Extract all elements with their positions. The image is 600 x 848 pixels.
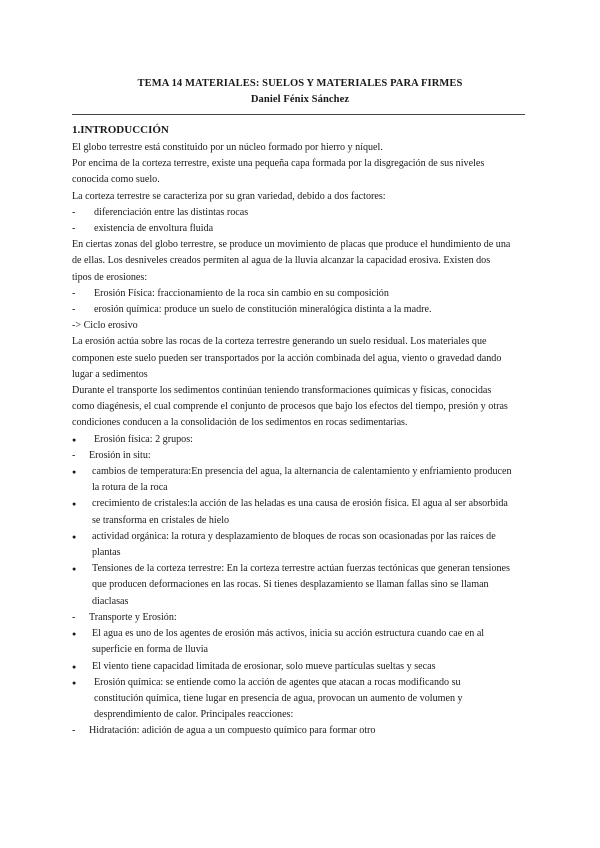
list-item: - Erosión in situ: <box>72 448 512 464</box>
list-item: - diferenciación entre las distintas rocas <box>72 205 512 221</box>
list-item: - erosión química: produce un suelo de constitución mineralógica distinta a la madre. <box>72 302 512 318</box>
list-item: ● cambios de temperatura:En presencia del agua, la alternancia de calentamiento y enfriamiento producen la rotura de la roca <box>72 464 512 496</box>
list-item: ● Tensiones de la corteza terrestre: En la corteza terrestre actúan fuerzas tectónicas que generan tensiones que producen deformaciones en las rocas. Si tienes desplazamiento se llaman fallas sino se llaman diaclasas <box>72 561 512 610</box>
list-item: - Hidratación: adición de agua a un compuesto químico para formar otro <box>72 723 512 739</box>
list-item: ● Erosión química: se entiende como la acción de agentes que atacan a rocas modificando su constitución química, tiene lugar en presencia de agua, provocan un aumento de volumen y desprendimiento de calor. Principales reacciones: <box>72 675 512 724</box>
list-item: ● actividad orgánica: la rotura y desplazamiento de bloques de rocas son ocasionadas por las raíces de plantas <box>72 529 512 561</box>
list-item: ● El viento tiene capacidad limitada de erosionar, solo mueve partículas sueltas y secas <box>72 659 512 675</box>
list-item: - Erosión Física: fraccionamiento de la roca sin cambio en su composición <box>72 286 512 302</box>
document-body <box>72 140 512 740</box>
list-item: ● Erosión física: 2 grupos: <box>72 432 512 448</box>
paragraph: La erosión actúa sobre las rocas de la corteza terrestre generando un suelo residual. Los materiales que componen este suelo pueden ser transportados por la acción combinada del agua, viento o gravedad dando lugar a sedimentos <box>72 336 502 380</box>
document-title: TEMA 14 MATERIALES: SUELOS Y MATERIALES PARA FIRMES <box>137 78 463 89</box>
paragraph: Durante el transporte los sedimentos continúan teniendo transformaciones químicas y físicas, conocidas como diagénesis, el cual comprende el conjunto de procesos que bajo los efectos del tiempo, presión y otras condiciones conducen a la consolidación de los sedimentos en rocas sedimentarias. <box>72 385 508 429</box>
list-item: - Transporte y Erosión: <box>72 610 512 626</box>
paragraph: Por encima de la corteza terrestre, existe una pequeña capa formada por la disgregación de sus niveles conocida como suelo. <box>72 158 485 186</box>
list-item: ● crecimiento de cristales:la acción de las heladas es una causa de erosión física. El agua al ser absorbida se transforma en cristales de hielo <box>72 496 512 528</box>
list-item: - existencia de envoltura fluida <box>72 221 512 237</box>
paragraph: -> Ciclo erosivo <box>72 320 138 332</box>
document-author: Daniel Fénix Sánchez <box>250 94 350 105</box>
paragraph: La corteza terrestre se caracteriza por su gran variedad, debido a dos factores: <box>72 190 386 202</box>
paragraph: En ciertas zonas del globo terrestre, se produce un movimiento de placas que produce el hundimiento de una de ellas. Los desniveles creados permiten al agua de la lluvia alcanzar la capacidad erosiva. Existen dos tipos de erosiones: <box>72 239 511 283</box>
section-heading: 1.INTRODUCCIÓN <box>72 124 169 136</box>
title-divider <box>72 114 525 115</box>
paragraph: El globo terrestre está constituido por un núcleo formado por hierro y níquel. <box>72 142 383 153</box>
list-item: ● El agua es uno de los agentes de erosión más activos, inicia su acción estructura cuando cae en al superficie en forma de lluvia <box>72 626 512 658</box>
